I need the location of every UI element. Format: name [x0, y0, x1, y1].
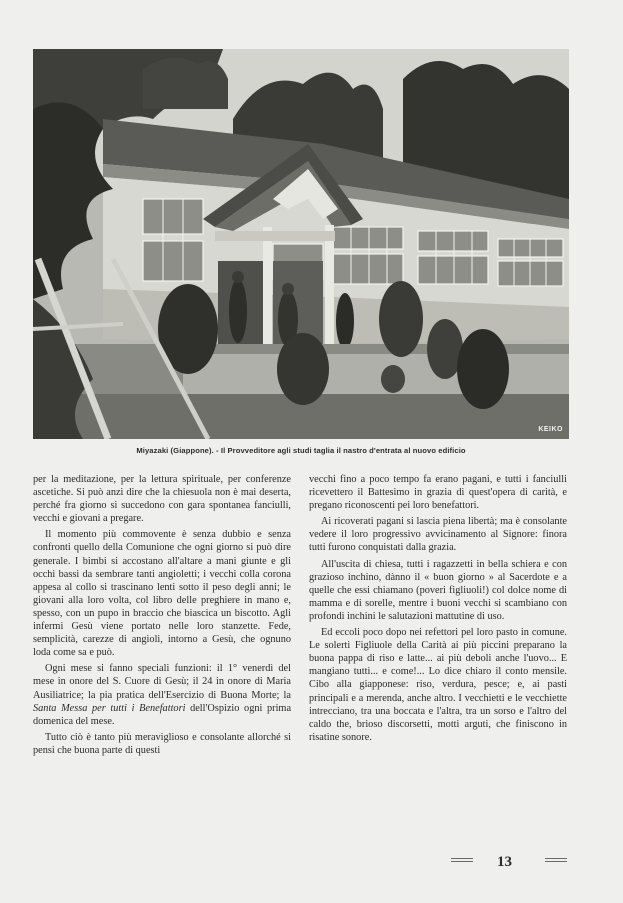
- paragraph: All'uscita di chiesa, tutti i ragazzetti in bella schiera e con grazioso inchino, dànno il « buon giorno » al Sacerdote e a quelle che essi chiamano (poveri figliuoli!) col dolce nome di mamma e di sorelle, mentre i buoni vecchi si scambiano con profondi inchini le salutazioni mattutine di uso.: [309, 558, 567, 622]
- paragraph: [33, 662, 291, 727]
- paragraph: Il momento più commovente è senza dubbio e senza confronti quello della Comunione che ogni giorno si può dire generale. I bimbi si accostano all'altare a mani giunte e gli occhi bassi da sembrare tanti angioletti; i vecchi colla corona appesa al collo si trascinano lenti sotto il peso degli anni; le giovani alla loro volta, col libro delle preghiere in mano e, spesso, con un pupo in braccio che biascica un biscotto. Agli infermi Gesù viene portato nelle loro stanzette. Fede, semplicità, carezze di angioli, intorno a Gesù, che ognuno loda come sa e può.: [33, 529, 291, 659]
- italic-phrase: Santa Messa per tutti i Benefattori: [33, 702, 186, 714]
- paragraph-text: dell'Ospizio ogni prima domenica del mese.: [33, 702, 292, 727]
- paragraph: Ai ricoverati pagani si lascia piena libertà; ma è consolante vedere il loro progressivo avvicinamento al Signore: finora tutti furono conquistati dalla grazia.: [309, 516, 567, 554]
- page-number-ornament-left: [451, 858, 473, 866]
- text-column-left: [33, 473, 291, 757]
- paragraph-text: Ogni mese si fanno speciali funzioni: il 1° venerdì del mese in onore del S. Cuore di Gesù; il 24 in onore di Maria Ausiliatrice; la pia pratica dell'Esercizio di Buona Morte; la: [33, 663, 291, 701]
- paragraph: vecchi fino a poco tempo fa erano pagani, e tutti i fanciulli ricevettero il Battesimo in grazia di quest'opera di carità, e pregano riconoscenti pei loro benefattori.: [309, 474, 567, 512]
- page-number-ornament-right: [545, 858, 567, 866]
- text-column-right: [309, 473, 567, 744]
- page-number: 13: [497, 854, 512, 870]
- photo-illustration: [33, 49, 569, 439]
- paragraph: Tutto ciò è tanto più meraviglioso e consolante allorché si pensi che buona parte di questi: [33, 731, 291, 756]
- building-photo: [33, 49, 569, 439]
- paragraph: Ed eccoli poco dopo nei refettori pel loro pasto in comune. Le solerti Figliuole della Carità ai più piccini preparano la buona pappa di riso e latte... ai più deboli anche l'uovo... E mangiano tutti... e come!... Lo dice chiaro il conto mensile. Cibo alla giapponese: riso, verdura, pesce; e, ai pasti principali e a merenda, anche altro. I vecchietti e le vecchiette intrecciano, tra una boccata e l'altra, tra un sorso e l'altro del caldo the, brioso discorsetti, motti arguti, che finiscono in risatine sonore.: [309, 627, 567, 743]
- photo-credit: KEIKO: [538, 426, 563, 433]
- paragraph: per la meditazione, per la lettura spirituale, per conferenze ascetiche. Si può anzi dire che la chiesuola non è mai deserta, perché fra giorno si succedono con gara spontanea fanciulli, vecchi e giovani a pregare.: [33, 474, 291, 525]
- photo-caption: Miyazaki (Giappone). - Il Provveditore agli studi taglia il nastro d'entrata al nuovo edificio: [136, 446, 466, 455]
